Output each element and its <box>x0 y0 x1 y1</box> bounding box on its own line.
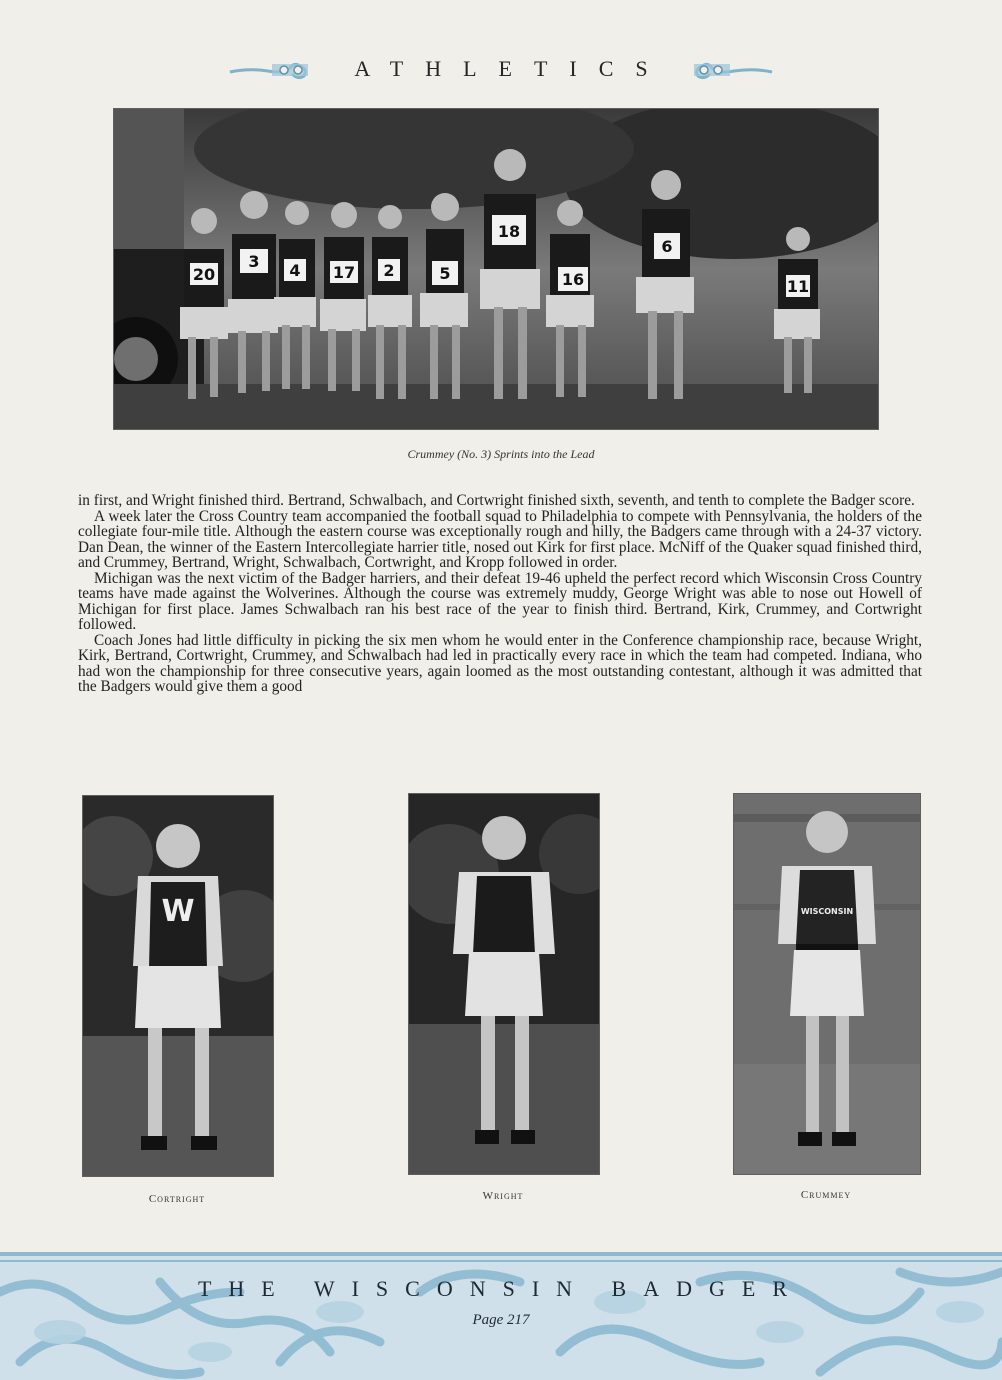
bib-number: 18 <box>497 222 521 241</box>
portrait-wright <box>408 793 600 1175</box>
bib-number: 17 <box>332 263 356 282</box>
portrait-name: Cortright <box>148 1193 206 1205</box>
right-scroll-ornament <box>692 58 774 80</box>
jersey-letter: W <box>161 894 195 929</box>
bib-number: 2 <box>383 261 395 280</box>
portrait-name: Crummey <box>800 1189 852 1201</box>
portrait-crummey <box>733 793 921 1175</box>
paragraph: in first, and Wright finished third. Bertrand, Schwalbach, and Cortwright finished sixth, seventh, and tenth to complete the Badger score. <box>78 492 915 509</box>
bib-number: 3 <box>248 252 260 271</box>
jersey-letter: WISCONSIN <box>800 907 854 916</box>
race-start-photo <box>113 108 879 430</box>
bib-number: 4 <box>289 261 301 280</box>
portrait-name: Wright <box>482 1190 524 1202</box>
bib-number: 6 <box>661 237 673 256</box>
section-title: ATHLETICS <box>354 56 670 81</box>
photo-caption: Crummey (No. 3) Sprints into the Lead <box>407 447 595 461</box>
page-number: Page 217 <box>472 1312 530 1328</box>
paragraph: Coach Jones had little difficulty in picking the six men whom he would enter in the Conference championship race, because Wright, Kirk, Bertrand, Cortwright, Crummey, and Schwalbach had led in practically every race in which the team had competed. Indiana, who had won the championship for three consecutive years, again loomed as the most outstanding contestant, although it was admitted that the Badgers would give them a good <box>78 631 922 695</box>
bib-number: 5 <box>439 264 451 283</box>
article-body <box>78 493 922 695</box>
bib-number: 20 <box>192 265 216 284</box>
publication-title: THE WISCONSIN BADGER <box>197 1276 805 1301</box>
portrait-cortright <box>82 795 274 1177</box>
page-header <box>0 52 1002 88</box>
bib-number: 16 <box>561 270 585 289</box>
paragraph: A week later the Cross Country team accompanied the football squad to Philadelphia to compete with Pennsylvania, the holders of the collegiate four-mile title. Although the eastern course was exceptionally rough and hilly, the Badgers came through with a 24-37 victory. Dan Dean, the winner of the Eastern Intercollegiate harrier title, nosed out Kirk for first place. McNiff of the Quaker squad finished third, and Crummey, Bertrand, Wright, Schwalbach, Cortwright, and Kropp followed in order. <box>78 507 922 571</box>
page-footer <box>0 1252 1002 1380</box>
paragraph: Michigan was the next victim of the Badger harriers, and their defeat 19-46 upheld the perfect record which Wisconsin Cross Country teams have made against the Wolverines. Although the course was extremely muddy, George Wright was able to nose out Howell of Michigan for first place. James Schwalbach ran his best race of the year to finish third. Bertrand, Kirk, Crummey, and Cortwright followed. <box>78 569 922 633</box>
bib-number: 11 <box>786 277 810 296</box>
